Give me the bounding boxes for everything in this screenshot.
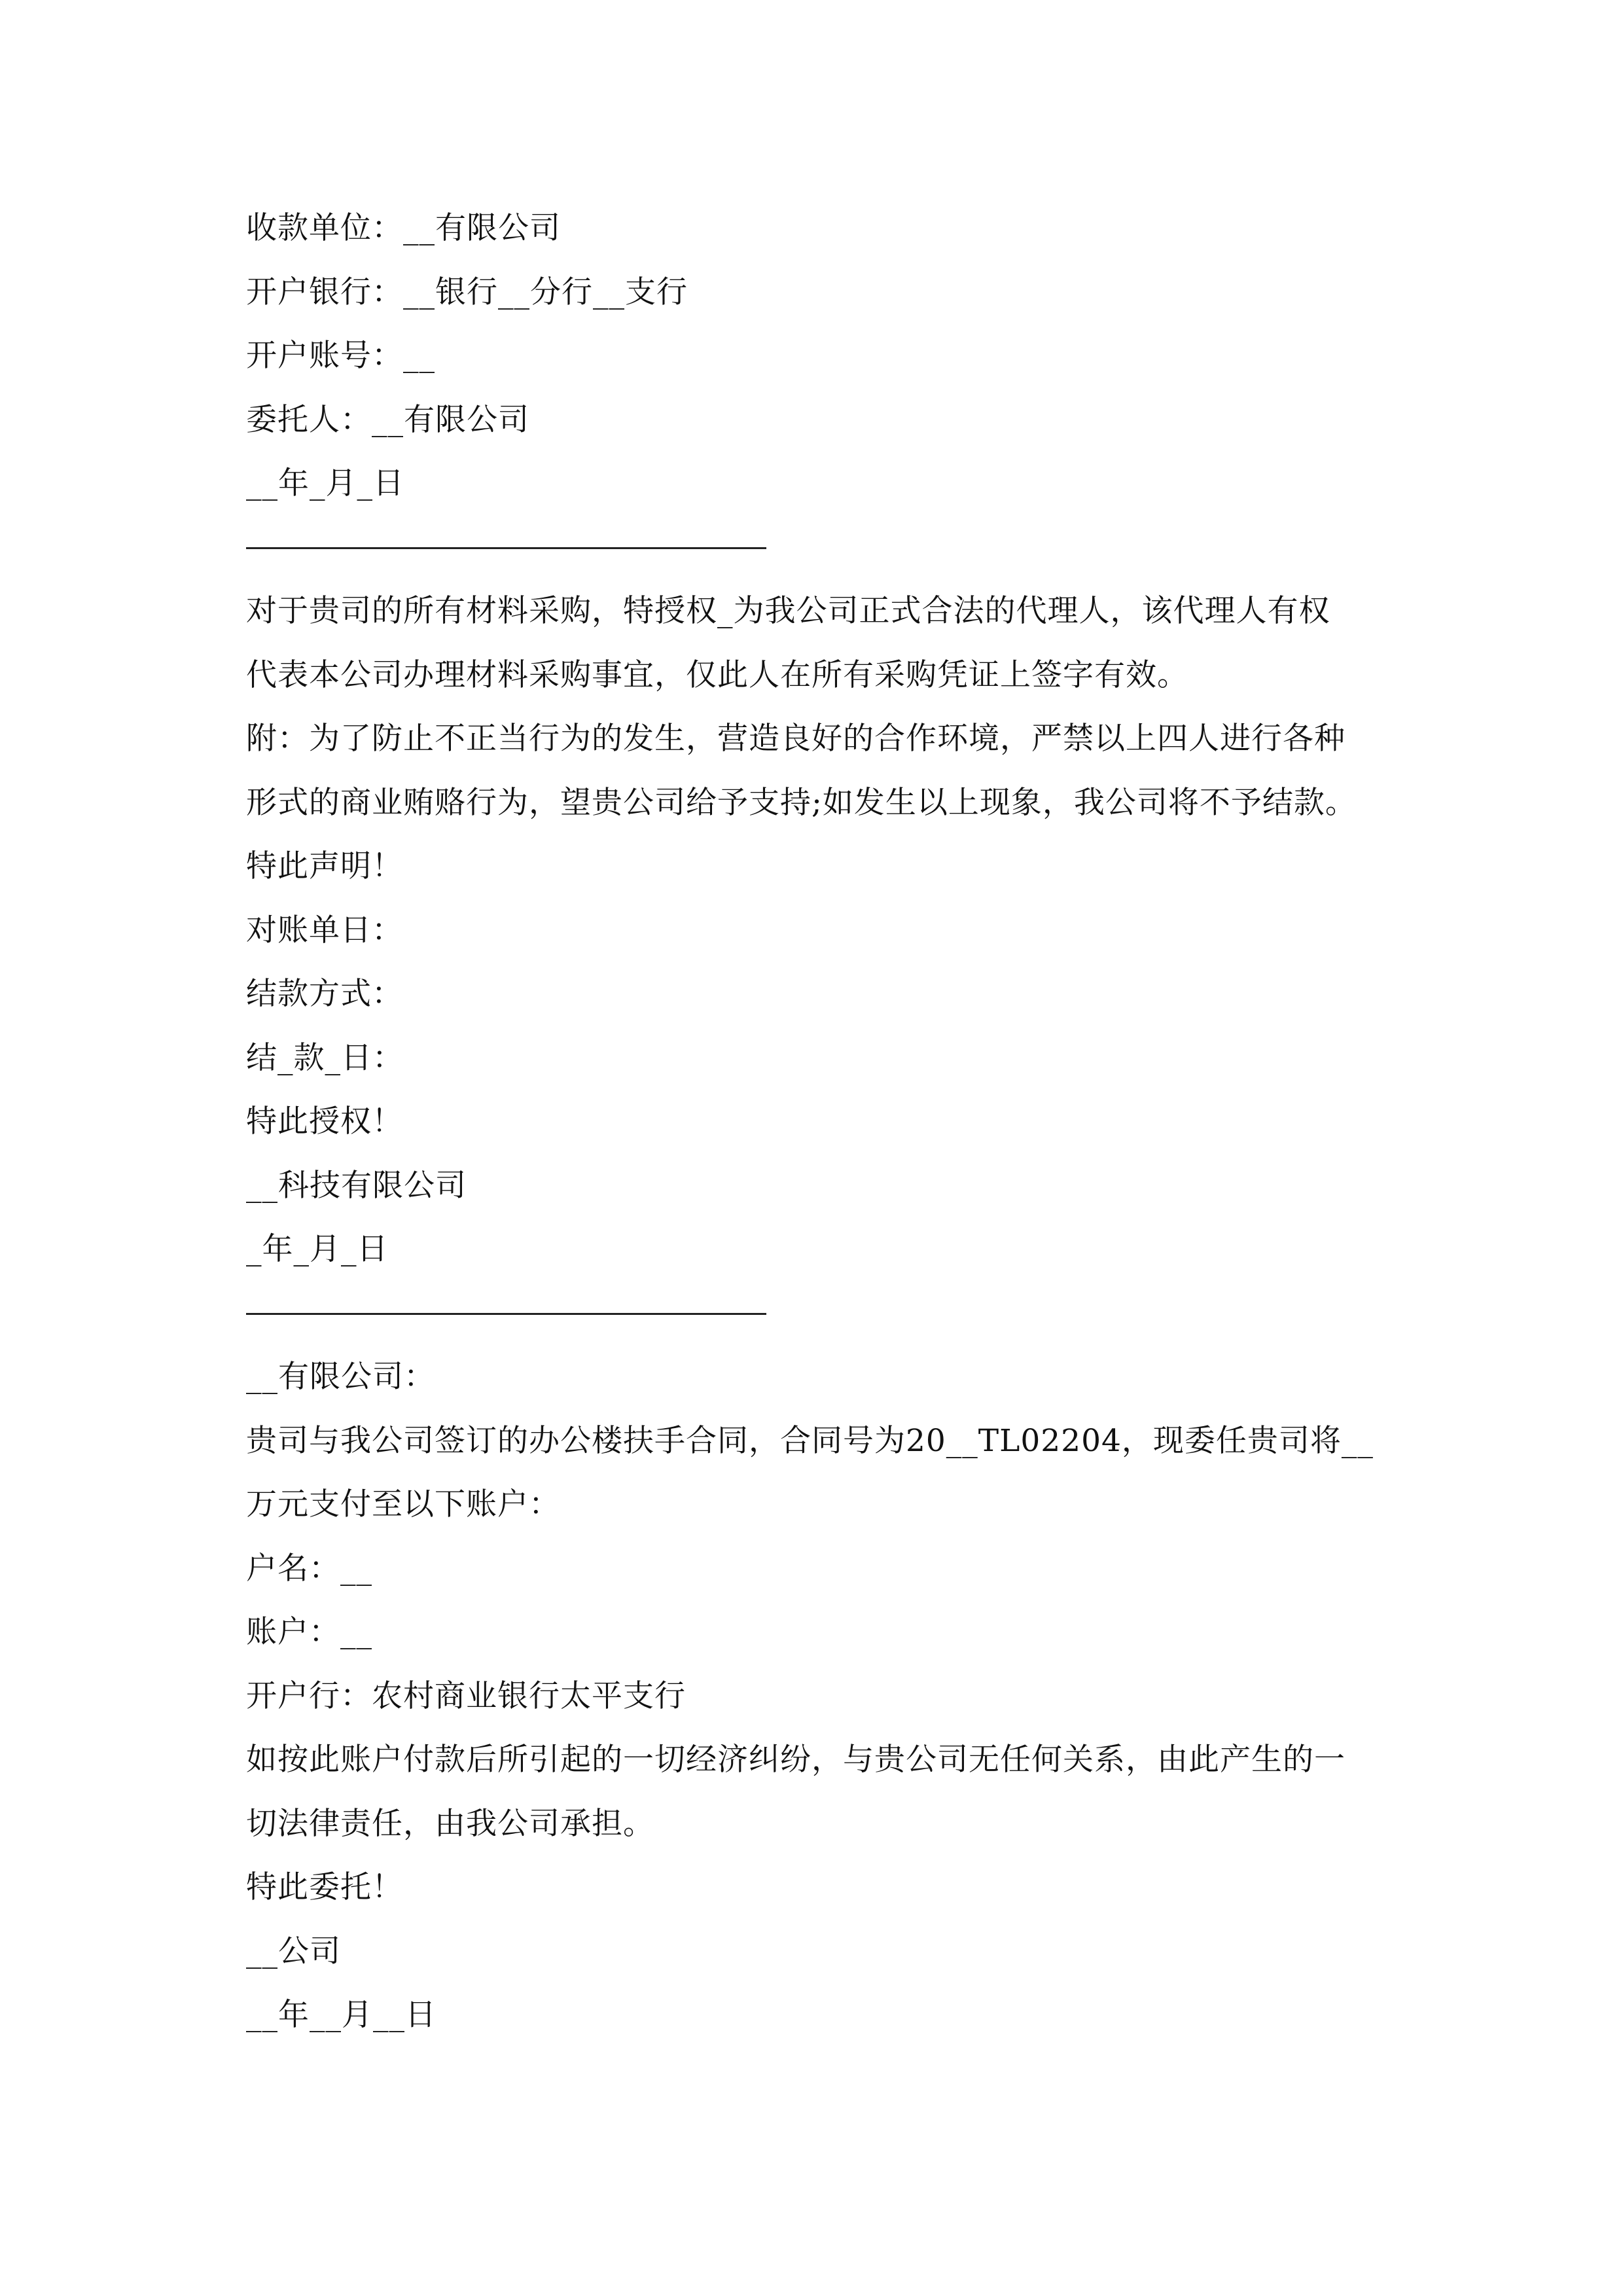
authorization-paragraph-line-1: 对于贵司的所有材料采购，特授权_为我公司正式合法的代理人，该代理人有权 xyxy=(246,593,1330,629)
authorization-paragraph-line-2: 代表本公司办理材料采购事宜，仅此人在所有采购凭证上签字有效。 xyxy=(246,656,1188,693)
principal-line: 委托人：__有限公司 xyxy=(246,401,529,438)
account-name-line: 户名：__ xyxy=(246,1550,372,1587)
authorize-line: 特此授权！ xyxy=(246,1103,403,1139)
company-line-2: __公司 xyxy=(246,1933,341,1969)
separator-1 xyxy=(246,516,1398,580)
note-paragraph-line-1: 附：为了防止不正当行为的发生，营造良好的合作环境，严禁以上四人进行各种 xyxy=(246,721,1346,757)
account-number-line: 账户：__ xyxy=(246,1614,372,1650)
date-line-2: _年_月_日 xyxy=(246,1231,389,1267)
bank-branch-line: 开户行：农村商业银行太平支行 xyxy=(246,1677,686,1714)
date-line-1: __年_月_日 xyxy=(246,465,404,501)
separator-rule-1 xyxy=(246,547,766,549)
note-paragraph-line-2: 形式的商业贿赂行为，望贵公司给予支持;如发生以上现象，我公司将不予结款。 xyxy=(246,784,1357,821)
separator-2 xyxy=(246,1282,1398,1346)
document-page xyxy=(246,196,1398,2047)
payee-line: 收款单位：__有限公司 xyxy=(246,210,561,246)
addressee-line: __有限公司： xyxy=(246,1359,435,1395)
contract-paragraph-line-1: 贵司与我公司签订的办公楼扶手合同，合同号为20__TL02204，现委任贵司将__ xyxy=(246,1422,1374,1459)
contract-paragraph-line-2: 万元支付至以下账户： xyxy=(246,1486,560,1522)
account-line: 开户账号：__ xyxy=(246,338,435,374)
payment-day-line: 结_款_日： xyxy=(246,1039,404,1076)
liability-paragraph-line-2: 切法律责任，由我公司承担。 xyxy=(246,1805,654,1842)
bank-line: 开户银行：__银行__分行__支行 xyxy=(246,274,688,310)
company-line-1: __科技有限公司 xyxy=(246,1167,467,1204)
entrust-line: 特此委托！ xyxy=(246,1869,403,1905)
date-line-3: __年__月__日 xyxy=(246,1997,437,2033)
statement-line: 特此声明！ xyxy=(246,848,403,884)
liability-paragraph-line-1: 如按此账户付款后所引起的一切经济纠纷，与贵公司无任何关系，由此产生的一 xyxy=(246,1742,1346,1778)
separator-rule-2 xyxy=(246,1313,766,1315)
payment-method-line: 结款方式： xyxy=(246,976,403,1012)
reconcile-day-line: 对账单日： xyxy=(246,912,403,948)
